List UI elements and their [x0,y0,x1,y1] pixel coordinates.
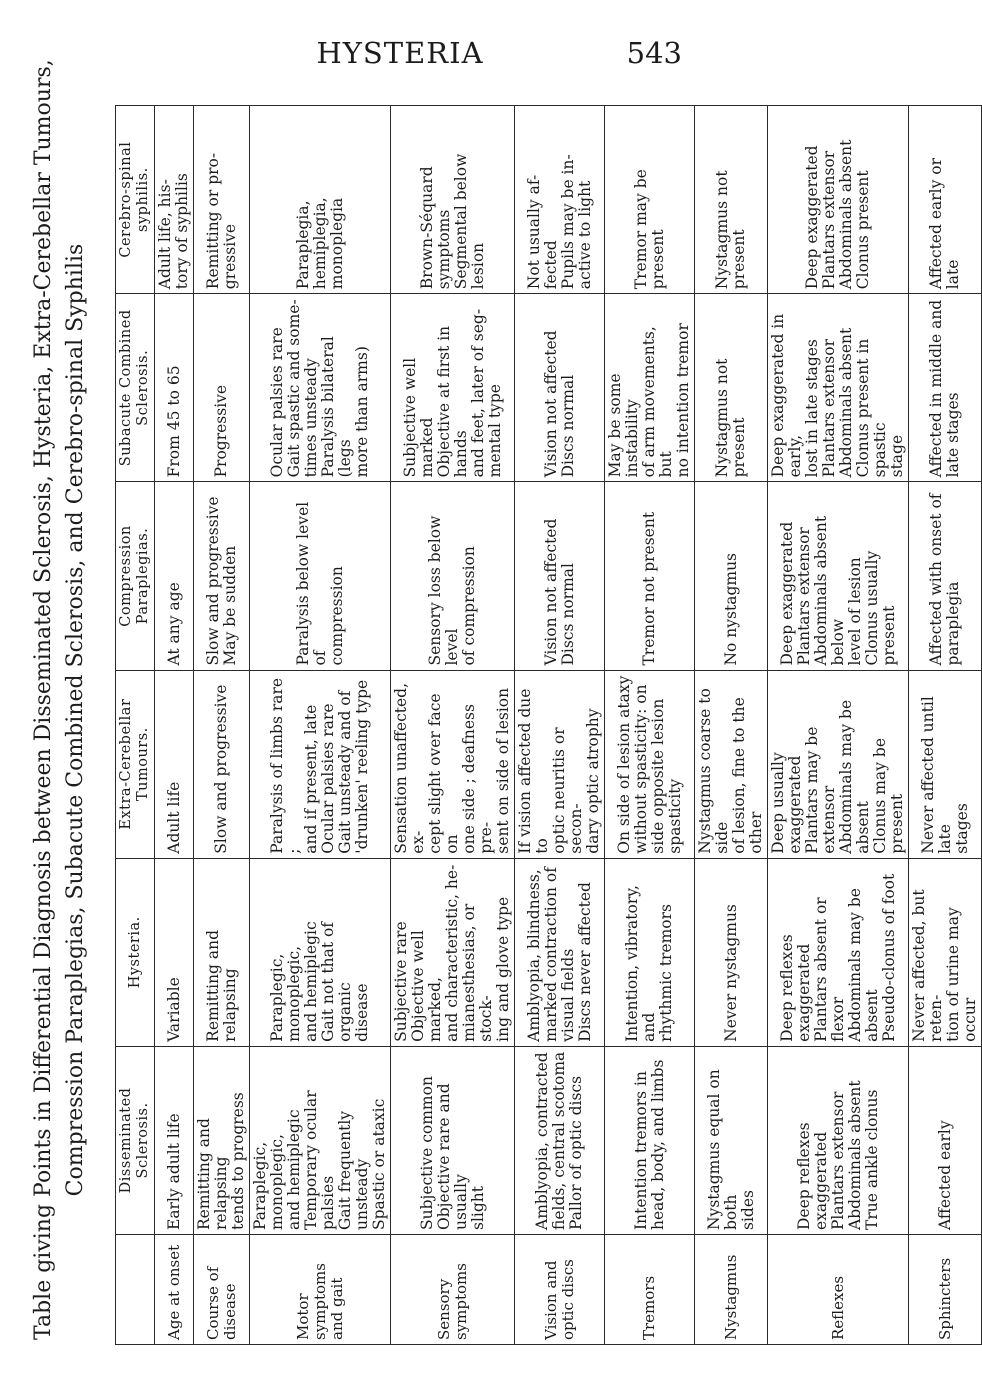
row-label [605,1235,695,1345]
cell-line: Plantars extensor [828,1091,847,1230]
column-header: Compression Paraplegias. [116,482,155,670]
cell-line: Abdominals may be absent [837,699,872,854]
cell-line: dary optic atrophy [584,708,602,854]
header-row [116,106,155,1345]
cell-line: active to light [575,180,594,290]
page-number: 543 [626,36,682,70]
cell-line: mianesthesias, or stock- [460,903,495,1042]
table-cell [155,482,194,670]
table-cell [250,670,391,858]
cell-line: stages [952,803,971,854]
cell-line: Remitting and relapsing [195,1118,230,1230]
cell-line: Adult life [164,781,183,854]
cell-line: monoplegia [327,197,346,290]
row-label-line: Vision and [541,1260,560,1340]
cell-line: compression [327,566,346,666]
table-cell [605,106,695,294]
table-cell [250,294,391,482]
row-label-line: Course of [203,1266,222,1340]
cell-line: Nystagmus not [713,170,731,290]
table-cell [768,482,909,670]
table-row [695,106,768,1345]
cell-line: Clonus present in spastic [854,338,889,478]
cell-line: May be some instability [606,373,641,478]
table-cell [155,1046,194,1234]
table-cell [695,106,768,294]
cell-line: Slow and progressive [203,496,222,666]
cell-line: May be sudden [220,545,239,666]
cell-line: From 45 to 65 [164,365,183,478]
cell-line: Adult life, his- [156,179,174,290]
row-label [194,1235,250,1345]
cell-line: Abdominals absent below [811,515,847,666]
cell-line: Remitting or pro- [203,152,222,290]
cell-line: Subjective rare [392,921,410,1042]
row-label-line: symptoms [310,1263,329,1340]
table-cell [605,1046,695,1234]
cell-line: Intention tremors in [631,1071,650,1230]
cell-line: Plantars may be extensor [803,726,838,854]
table-cell [909,106,982,294]
cell-line: Objective well marked, [409,930,444,1042]
cell-line: 'drunken' reeling type [353,679,371,854]
row-label-line: symptoms [451,1263,470,1340]
table-caption [28,59,128,1340]
caption-line: Compression Paraplegias, Subacute Combined Sclerosis, and Cerebro-spinal Syphilis [63,243,88,1197]
cell-line: Remitting and relapsing [203,929,239,1042]
table-cell [250,1046,391,1234]
cell-line: Segmental below [451,153,470,290]
cell-line: present [730,229,748,290]
cell-line: and hemiplegic [302,921,320,1042]
table-cell [155,670,194,858]
cell-line: Affected early [935,1120,954,1230]
cell-line: Nystagmus coarse to side [696,688,731,854]
table-cell [391,670,515,858]
cell-line: sent on side of lesion [494,687,512,854]
cell-line: and feet, later of seg- [468,308,487,478]
cell-line: cept slight over face on [426,693,461,854]
cell-line: tory of syphilis [173,173,191,290]
cell-line: Sensation unaffected, ex- [392,682,427,854]
cell-line: Objective rare and usually [434,1083,470,1230]
diagnosis-table-wrapper [115,105,979,1345]
cell-line: marked contraction of [541,867,560,1042]
cell-line: of arm movements, but [640,326,675,478]
cell-line: Paraplegia, [293,200,312,290]
cell-line: Sensory loss below level [426,515,461,666]
cell-line: Abdominals absent [837,139,855,290]
cell-line: Paralysis bilateral (legs [319,336,354,478]
cell-line: Nystagmus not present [713,358,748,478]
table-cell [695,482,768,670]
cell-line: Deep exaggerated [803,145,821,290]
cell-line: late stages [944,392,962,478]
cell-line: Deep exaggerated [777,521,796,666]
column-header: Subacute Combined Sclerosis. [116,294,155,482]
cell-line: Nystagmus equal on both [704,1069,740,1230]
cell-line: Gait unsteady and of [336,690,354,854]
row-label-line: Sensory [434,1278,453,1340]
table-body [155,106,982,1345]
table-cell [194,1046,250,1234]
row-label [695,1235,768,1345]
table-cell [768,1046,909,1234]
cell-line: Affected early or [927,157,945,290]
caption-line: Table giving Points in Differential Diagnosis between Disseminated Sclerosis, Hysteria, Extra-Cerebellar Tumours, [31,59,56,1340]
cell-line: gressive [220,223,239,290]
table-cell [768,106,909,294]
cell-line: Not usually af- [524,174,543,290]
cell-line: lost in late stages [803,339,821,478]
cell-line: lesion [468,242,487,290]
cell-line: Discs normal [558,374,577,478]
cell-line: and characteristic, he- [443,864,461,1042]
cell-line: No nystagmus [721,552,740,666]
cell-line: times unsteady [302,358,320,478]
table-cell [695,858,768,1046]
row-label [768,1235,909,1345]
cell-line: of compression [460,546,478,666]
cell-line: Ocular palsies rare [319,703,337,854]
cell-line: Abdominals absent [845,1080,864,1230]
cell-line: Clonus present [854,170,872,290]
cell-line: Abdominals may be absent [845,888,881,1042]
cell-line: head, body, and limbs [648,1059,667,1230]
cell-line: Never nystagmus [721,904,740,1042]
cell-line: Progressive [212,384,230,478]
cell-line: present [648,229,667,290]
cell-line: Affected with onset of [927,493,945,666]
table-row [515,106,605,1345]
corner-cell [116,1235,155,1345]
cell-line: Paralysis of limbs rare ; [268,677,303,854]
cell-line: more than arms) [353,346,371,478]
cell-line: Gait spastic and some- [285,299,303,478]
table-cell [909,482,982,670]
table-cell [155,294,194,482]
table-header [116,106,155,1345]
cell-line: level of lesion [845,557,864,666]
cell-line: Tremor not present [640,511,658,666]
cell-line: Deep reflexes exaggerated [777,934,813,1042]
table-cell [194,858,250,1046]
table-cell [155,858,194,1046]
table-row [155,106,194,1345]
cell-line: Pseudo-clonus of foot [879,873,898,1042]
cell-line: Plantars extensor [820,150,838,290]
cell-line: Intention, vibratory, and [623,885,658,1042]
table-cell [391,106,515,294]
table-cell [194,670,250,858]
column-header: Hysteria. [116,858,155,1046]
cell-line: Plantars absent or flexor [811,897,847,1042]
row-label-line: Motor [293,1293,312,1340]
cell-line: rhythmic tremors [657,904,675,1042]
table-cell [391,1046,515,1234]
table-cell [391,482,515,670]
cell-line: disease [353,983,371,1042]
cell-line: Deep usually exaggerated [769,752,804,854]
row-label-line: and gait [327,1277,346,1340]
cell-line: Subjective well marked [400,357,436,478]
cell-line: Tremor may be [631,169,650,290]
cell-line: Early adult life [164,1113,183,1230]
cell-line: one side ; deafness pre- [460,704,495,854]
cell-line: Plantars extensor [794,527,813,666]
cell-line: Clonus may be present [871,737,906,854]
table-row [768,106,909,1345]
cell-line: Never affected until late [918,696,954,854]
cell-line: Paraplegic, monoplegic, [251,1134,286,1230]
column-header: Extra-Cerebellar Tumours. [116,670,155,858]
table-cell [605,670,695,858]
column-header: Disseminated Sclerosis. [116,1046,155,1234]
cell-line: visual fields [558,948,577,1042]
cell-line: tion of urine may occur [944,907,979,1042]
table-cell [194,294,250,482]
table-cell [194,106,250,294]
cell-line: Paralysis below level of [293,501,329,666]
cell-line: Pupils may be in- [558,154,577,290]
table-cell [768,670,909,858]
table-cell [909,670,982,858]
table-cell [391,858,515,1046]
table-cell [515,1046,605,1234]
row-label-line: Sphincters [935,1257,954,1340]
table-cell [605,482,695,670]
cell-line: symptoms [434,209,453,290]
cell-line: Abdominals absent [837,327,855,478]
cell-line: Brown-Séquard [417,166,436,290]
table-cell [909,1046,982,1234]
cell-line: paraplegia [944,581,962,666]
cell-line: Objective at first in hands [434,325,470,478]
table-row [909,106,982,1345]
cell-line: Amblyopia, blindness, [524,869,543,1042]
page-header [0,36,800,76]
cell-line: stage [888,434,906,478]
table-cell [695,1046,768,1234]
row-label-line: Reflexes [828,1275,847,1340]
row-label-line: disease [220,1283,239,1340]
cell-line: Deep reflexes exaggerated [794,1122,830,1230]
table-cell [768,858,909,1046]
cell-line: Pallor of optic discs [567,1075,585,1230]
table-cell [155,106,194,294]
table-cell [695,670,768,858]
table-row [605,106,695,1345]
cell-line: Discs normal [558,563,577,666]
running-title: HYSTERIA [316,36,484,70]
table-cell [605,858,695,1046]
table-cell [768,294,909,482]
table-row [250,106,391,1345]
cell-line: Never affected, but reten- [910,889,945,1042]
row-label [515,1235,605,1345]
cell-line: Plantars extensor [820,339,838,478]
table-cell [250,482,391,670]
cell-line: If vision affected due to [516,688,551,854]
cell-line: hemiplegia, [310,197,329,290]
cell-line: optic neuritis or secon- [550,727,585,854]
cell-line: Clonus usually present [862,550,898,666]
cell-line: mental type [485,384,504,478]
table-cell [605,294,695,482]
table-cell [194,482,250,670]
row-label-line: Nystagmus [721,1254,740,1340]
row-label [909,1235,982,1345]
table-row [194,106,250,1345]
cell-line: Affected in middle and [927,299,945,478]
cell-line: On side of lesion ataxy [614,675,633,854]
cell-line: Gait not that of organic [319,921,354,1042]
table-cell [909,294,982,482]
row-label-line: optic discs [558,1259,577,1340]
cell-line: Amblyopia, contracted [533,1052,551,1230]
cell-line: and if present, late [302,704,320,854]
cell-line: slight [468,1185,487,1230]
table-cell [515,670,605,858]
cell-line: Vision not affected [541,330,560,478]
cell-line: without spasticity: on [631,684,650,854]
row-label-line: Age at onset [164,1244,183,1340]
cell-line: Subjective common [417,1076,436,1230]
cell-line: Ocular palsies rare [268,327,286,478]
cell-line: Gait frequently unsteady [336,1110,371,1230]
cell-line: Paraplegic, monoplegic, [268,945,303,1042]
cell-line: ing and glove type [494,896,512,1042]
cell-line: Spastic or ataxic [370,1098,388,1230]
cell-line: Vision not affected [541,518,560,666]
row-label [391,1235,515,1345]
cell-line: tends to progress [229,1092,247,1230]
table-cell [250,858,391,1046]
cell-line: Discs never affected [575,882,594,1042]
row-label [155,1235,194,1345]
table-cell [515,106,605,294]
cell-line: of lesion, fine to the other [730,697,765,854]
row-label-line: Tremors [640,1275,658,1340]
row-label [250,1235,391,1345]
cell-line: sides [738,1190,757,1230]
cell-line: spasticity [665,778,684,854]
cell-line: fields, central scotoma [550,1051,568,1230]
table-cell [909,858,982,1046]
cell-line: late [944,259,962,290]
column-header: Cerebro-spinal syphilis. [116,106,155,294]
table-cell [391,294,515,482]
cell-line: Deep exaggerated in early, [769,313,804,478]
cell-line: fected [541,240,560,290]
table-cell [515,858,605,1046]
cell-line: and hemiplegic [285,1109,303,1230]
cell-line: no intention tremor [674,323,692,478]
table-row [391,106,515,1345]
cell-line: side opposite lesion [648,698,667,854]
table-cell [515,482,605,670]
cell-line: Temporary ocular palsies [302,1090,337,1230]
table-cell [695,294,768,482]
table-cell [515,294,605,482]
cell-line: Variable [164,977,183,1042]
cell-line: True ankle clonus [862,1089,881,1230]
differential-diagnosis-table [115,105,982,1345]
cell-line: Slow and progressive [212,684,230,854]
cell-line: At any age [164,582,183,666]
table-cell [250,106,391,294]
